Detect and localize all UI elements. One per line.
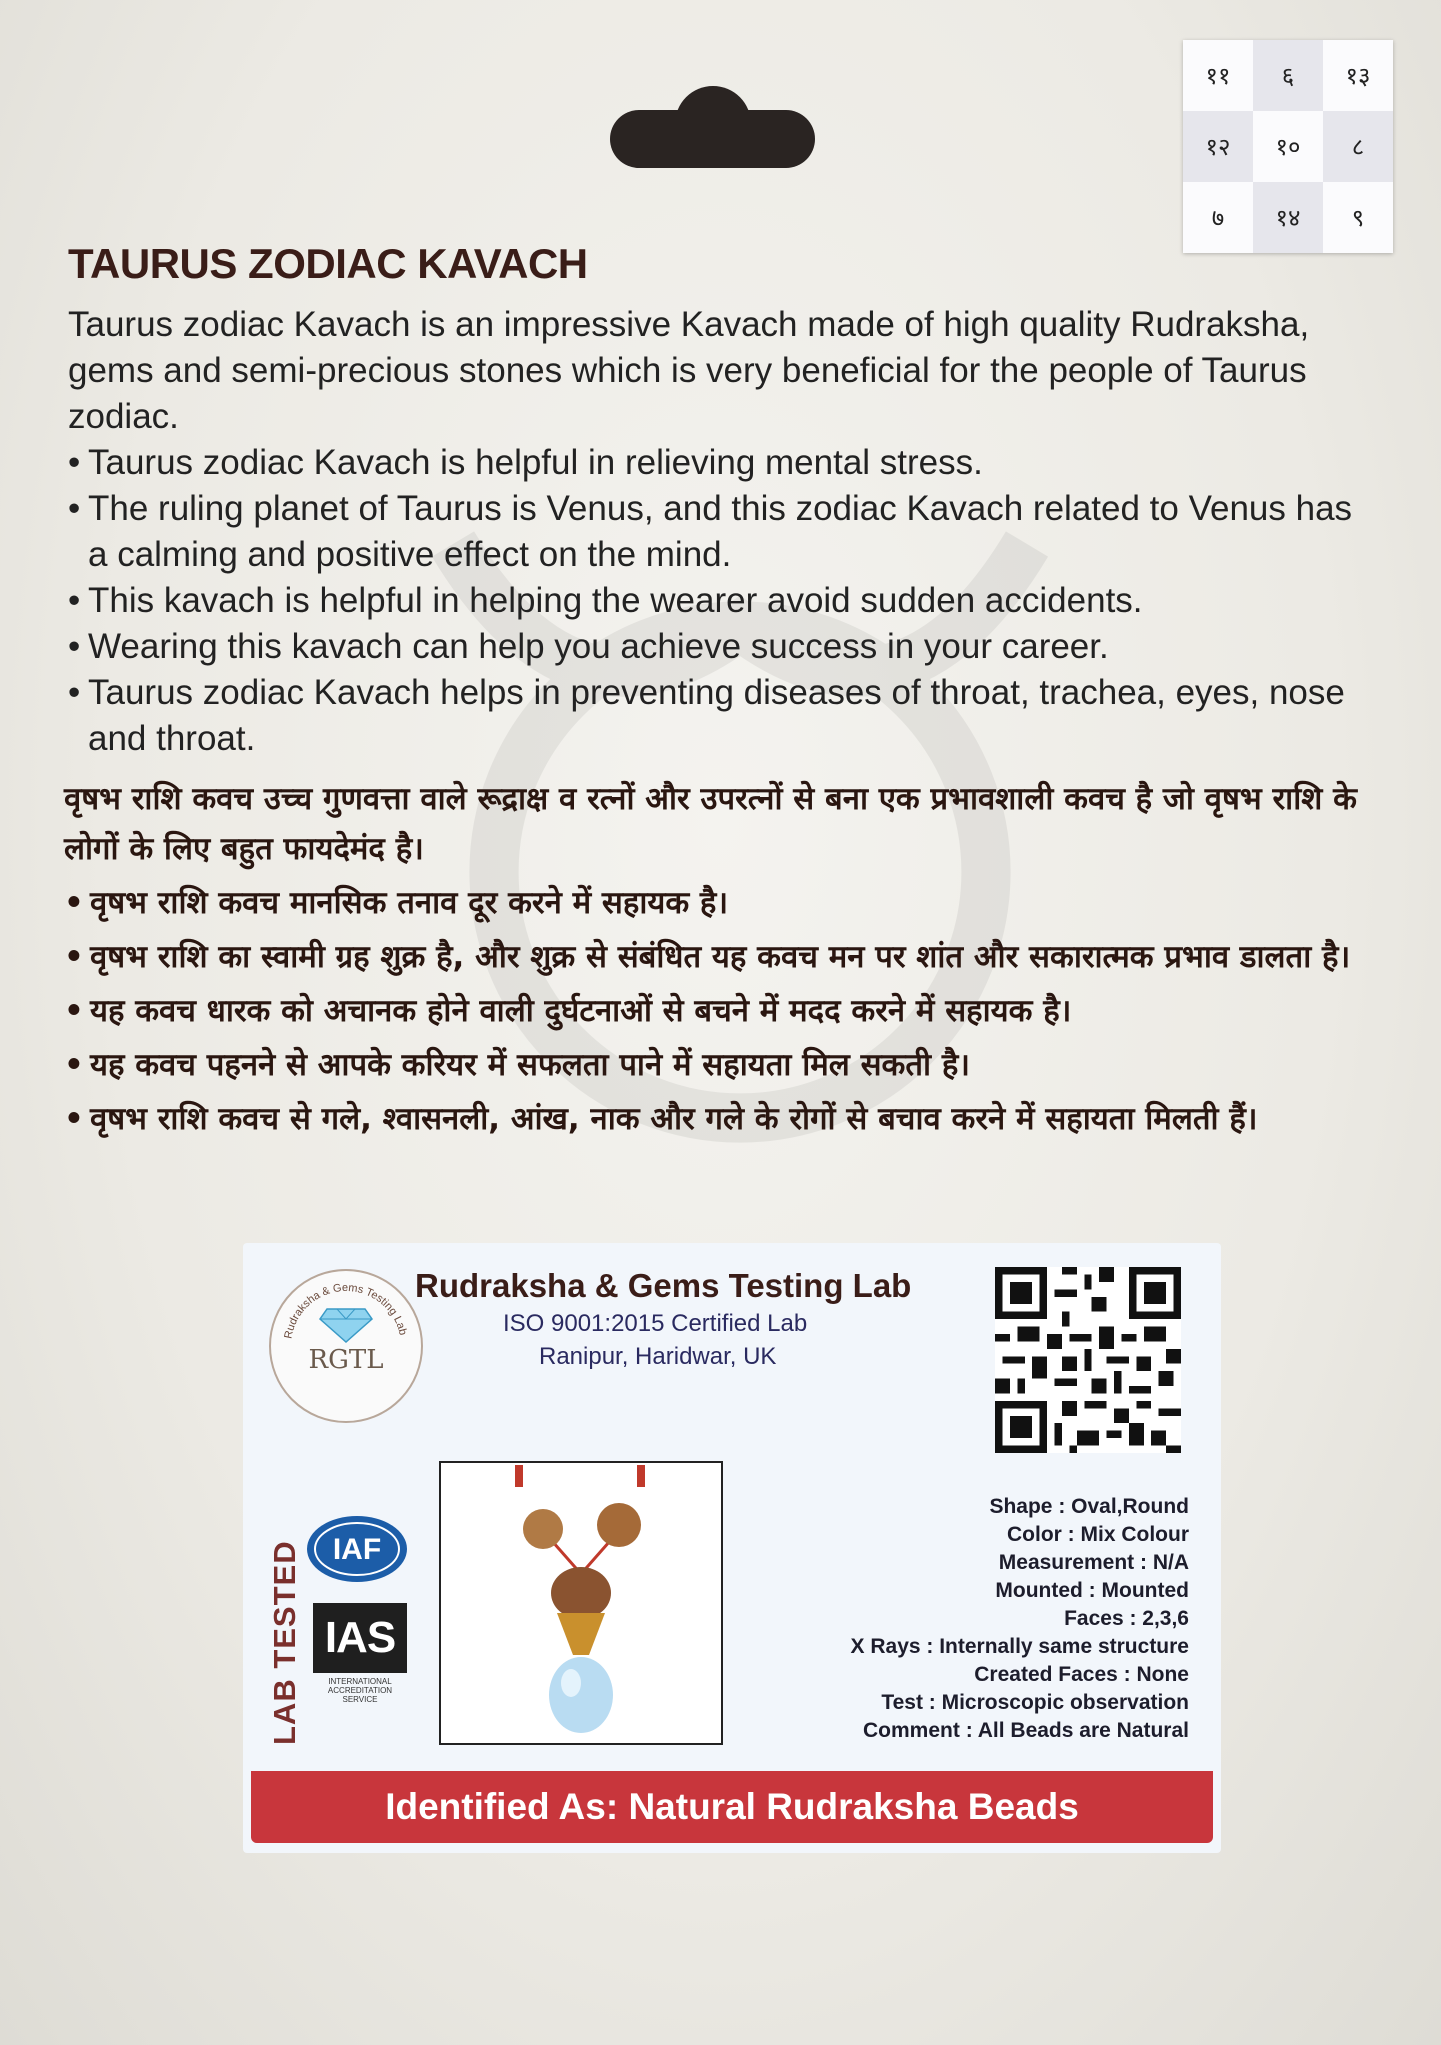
rudraksha-pendant-icon [441,1463,721,1743]
hindi-description [64,774,1364,1148]
english-bullet-list [68,440,1358,762]
magic-square-cell: ६ [1253,40,1323,111]
english-bullet: • Taurus zodiac Kavach helps in preventing diseases of throat, trachea, eyes, nose and throat. [68,670,1358,762]
lab-certification: ISO 9001:2015 Certified Lab [503,1310,808,1337]
english-bullet: • Wearing this kavach can help you achieve success in your career. [68,624,1358,670]
qr-code-icon[interactable] [995,1267,1181,1453]
hang-hole-icon [610,110,815,168]
english-bullet: • This kavach is helpful in helping the wearer avoid sudden accidents. [68,578,1358,624]
lab-logo-monogram: RGTL [308,1345,384,1375]
magic-square-grid [1183,40,1393,253]
english-intro: Taurus zodiac Kavach is an impressive Kavach made of high quality Rudraksha, gems and semi-precious stones which is very beneficial for the people of Taurus zodiac. [68,305,1310,436]
spec-item: Faces : 2,3,6 [1064,1607,1189,1630]
ias-logo [313,1603,407,1721]
hindi-bullet-list [64,878,1364,1144]
english-description [68,302,1358,762]
english-bullet: • The ruling planet of Taurus is Venus, and this zodiac Kavach related to Venus has a calming and positive effect on the mind. [68,486,1358,578]
product-title: TAURUS ZODIAC KAVACH [68,240,588,287]
spec-item: Test : Microscopic observation [881,1691,1189,1714]
magic-square-cell: ८ [1323,111,1393,182]
ias-subtitle: INTERNATIONAL ACCREDITATION SERVICE [327,1677,393,1704]
identification-banner: Identified As: Natural Rudraksha Beads [251,1771,1213,1843]
lab-name: Rudraksha & Gems Testing Lab [415,1267,912,1304]
lab-certificate [243,1243,1221,1853]
magic-square-cell: १२ [1183,111,1253,182]
spec-item: Shape : Oval,Round [989,1495,1189,1518]
magic-square-cell: १३ [1323,40,1393,111]
product-photo-frame [439,1461,723,1745]
english-bullet: • Taurus zodiac Kavach is helpful in relieving mental stress. [68,440,1358,486]
magic-square-cell: ७ [1183,182,1253,253]
diamond-gem-icon [319,1307,373,1343]
hindi-bullet: • यह कवच पहनने से आपके करियर में सफलता पाने में सहायता मिल सकती है। [64,1040,1364,1090]
lab-logo-ring [271,1271,421,1421]
lab-logo [269,1269,423,1423]
hindi-bullet: • वृषभ राशि कवच से गले, श्वासनली, आंख, नाक और गले के रोगों से बचाव करने में सहायता मिलती हैं। [64,1094,1364,1144]
iaf-logo-icon [305,1513,409,1585]
spec-item: Comment : All Beads are Natural [863,1719,1189,1742]
spec-item: Color : Mix Colour [1007,1523,1189,1546]
lab-address: Ranipur, Haridwar, UK [539,1343,777,1370]
hindi-bullet: • वृषभ राशि कवच मानसिक तनाव दूर करने में सहायक है। [64,878,1364,928]
hindi-bullet: • वृषभ राशि का स्वामी ग्रह शुक्र है, और शुक्र से संबंधित यह कवच मन पर शांत और सकारात्मक प्रभाव डालता है। [64,932,1364,982]
spec-item: X Rays : Internally same structure [850,1635,1189,1658]
spec-list [729,1493,1189,1745]
lab-tested-label: LAB TESTED [267,1540,302,1745]
spec-item: Mounted : Mounted [995,1579,1189,1602]
lab-logo-ring-text: Rudraksha & Gems Testing Lab [282,1281,409,1340]
ias-label: IAS [313,1603,407,1673]
iaf-label: IAF [332,1533,382,1566]
magic-square-cell: ९ [1323,182,1393,253]
magic-square-cell: १० [1253,111,1323,182]
spec-item: Created Faces : None [974,1663,1189,1686]
hindi-intro: वृषभ राशि कवच उच्च गुणवत्ता वाले रूद्राक्ष व रत्नों और उपरत्नों से बना एक प्रभावशाली कवच है जो वृषभ राशि के लोगों के लिए बहुत फायदेमंद है। [64,781,1357,867]
spec-item: Measurement : N/A [998,1551,1189,1574]
magic-square-cell: ११ [1183,40,1253,111]
magic-square-cell: १४ [1253,182,1323,253]
hindi-bullet: • यह कवच धारक को अचानक होने वाली दुर्घटनाओं से बचने में मदद करने में सहायक है। [64,986,1364,1036]
